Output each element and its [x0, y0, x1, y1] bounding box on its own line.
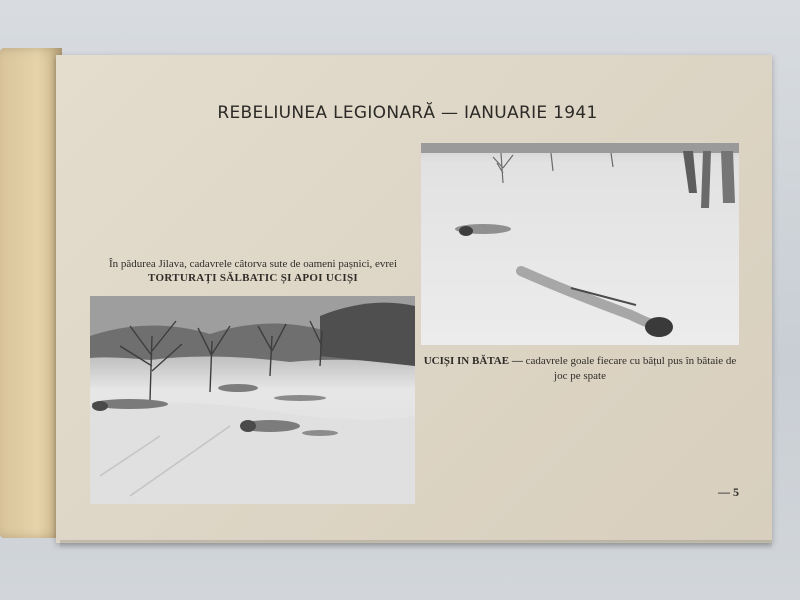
right-caption-text: cadavrele goale fiecare cu bățul pus în bătaie de joc pe spate	[522, 355, 737, 382]
page-title: REBELIUNEA LEGIONARĂ — IANUARIE 1941	[217, 103, 598, 123]
right-caption-bold: UCIȘI IN BĂTAE —	[423, 355, 523, 367]
photo-forest-bodies-left	[90, 296, 415, 504]
right-photo-caption	[421, 354, 739, 384]
booklet-left-page	[0, 48, 62, 538]
left-caption-line1: În pădurea Jilava, cadavrele câtorva sute de oameni pașnici, evrei	[109, 258, 397, 270]
page-shadow	[60, 540, 772, 550]
left-caption-line2: TORTURAȚI SĂLBATIC ȘI APOI UCIȘI	[148, 272, 358, 284]
photo-snow-bodies-right	[421, 143, 739, 345]
left-photo-caption	[88, 257, 418, 285]
page-number: — 5	[718, 485, 739, 499]
